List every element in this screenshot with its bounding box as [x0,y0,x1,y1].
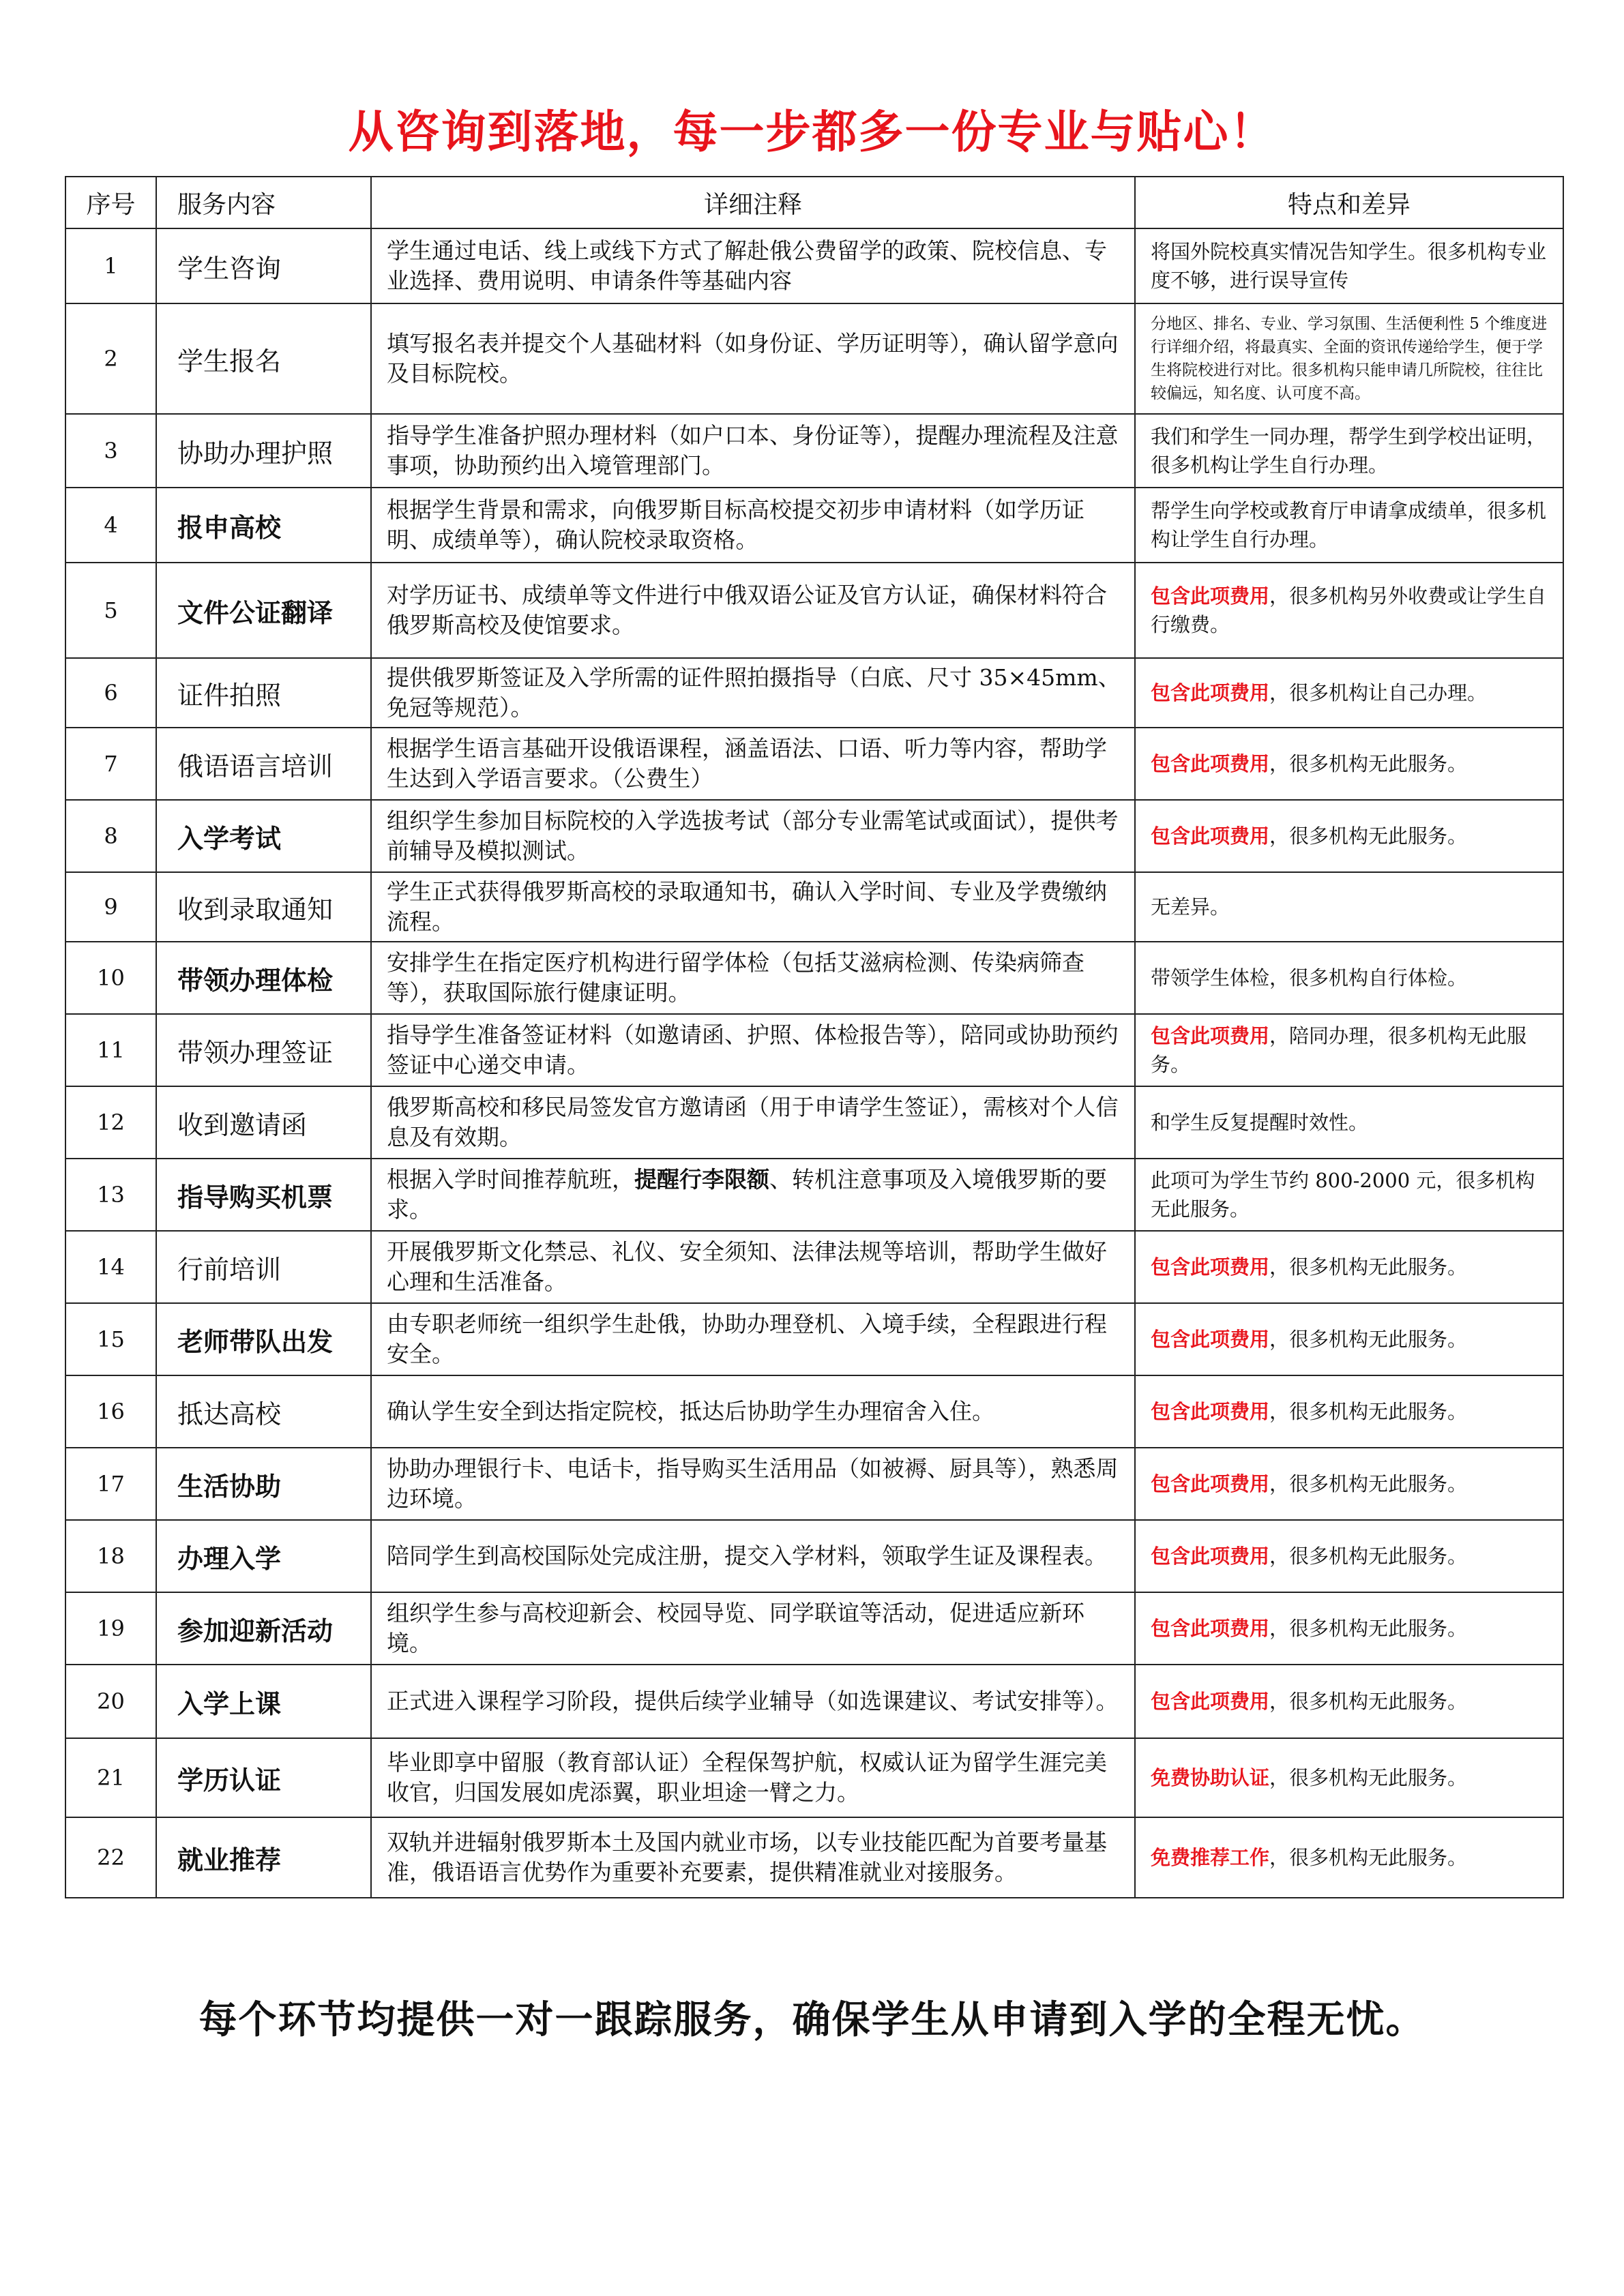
detail-cell [371,728,1135,800]
services-table [65,176,1564,1898]
detail-text: 由专职老师统一组织学生赴俄，协助办理登机、入境手续，全程跟进行程安全。 [387,1311,1107,1367]
detail-text: 根据学生语言基础开设俄语课程，涵盖语法、口语、听力等内容，帮助学生达到入学语言要求。（公费生） [387,735,1107,792]
row-number: 4 [65,488,156,563]
row-number: 20 [65,1665,156,1738]
detail-cell [371,1520,1135,1592]
table-row [65,1159,1563,1231]
feature-cell [1135,303,1563,414]
table-row [65,563,1563,658]
detail-text-pre: 根据入学时间推荐航班， [387,1166,634,1193]
feature-text: ，陪同办理，很多机构无此服务。 [1151,1024,1527,1076]
service-name: 入学考试 [156,800,371,872]
feature-cell [1135,1159,1563,1231]
feature-cell [1135,563,1563,658]
detail-cell [371,1738,1135,1817]
service-name: 抵达高校 [156,1375,371,1448]
feature-highlight: 包含此项费用 [1151,1545,1270,1568]
detail-text: 学生正式获得俄罗斯高校的录取通知书，确认入学时间、专业及学费缴纳流程。 [387,878,1107,935]
feature-cell [1135,872,1563,942]
feature-text: 帮学生向学校或教育厅申请拿成绩单，很多机构让学生自行办理。 [1151,499,1547,551]
table-row [65,1303,1563,1375]
table-row [65,872,1563,942]
table-row [65,658,1563,728]
table-row [65,942,1563,1014]
row-number: 12 [65,1086,156,1159]
feature-text: ，很多机构无此服务。 [1269,1846,1468,1869]
detail-cell [371,1448,1135,1520]
service-name: 学生报名 [156,303,371,414]
detail-cell [371,942,1135,1014]
detail-text: 组织学生参加目标院校的入学选拔考试（部分专业需笔试或面试），提供考前辅导及模拟测试。 [387,807,1119,864]
detail-cell [371,1014,1135,1086]
detail-text: 确认学生安全到达指定院校，抵达后协助学生办理宿舍入住。 [387,1398,994,1425]
detail-text: 双轨并进辐射俄罗斯本土及国内就业市场，以专业技能匹配为首要考量基准，俄语语言优势作为重要补充要素，提供精准就业对接服务。 [387,1829,1107,1885]
detail-cell [371,1159,1135,1231]
service-name: 指导购买机票 [156,1159,371,1231]
feature-highlight: 免费协助认证 [1151,1766,1270,1789]
service-name: 证件拍照 [156,658,371,728]
detail-text-emphasis: 提醒行李限额 [634,1166,769,1193]
service-name: 老师带队出发 [156,1303,371,1375]
detail-text: 提供俄罗斯签证及入学所需的证件照拍摄指导（白底、尺寸 35×45mm、免冠等规范）。 [387,664,1121,721]
table-row [65,1738,1563,1817]
detail-cell [371,1592,1135,1665]
feature-text: ，很多机构无此服务。 [1269,1328,1468,1351]
detail-text: 开展俄罗斯文化禁忌、礼仪、安全须知、法律法规等培训，帮助学生做好心理和生活准备。 [387,1238,1107,1295]
feature-cell [1135,1375,1563,1448]
service-name: 就业推荐 [156,1817,371,1898]
feature-cell [1135,1303,1563,1375]
detail-cell [371,658,1135,728]
feature-highlight: 包含此项费用 [1151,1400,1270,1423]
row-number: 13 [65,1159,156,1231]
feature-cell [1135,414,1563,488]
detail-cell [371,800,1135,872]
header-service: 服务内容 [156,177,371,228]
service-name: 学历认证 [156,1738,371,1817]
feature-highlight: 包含此项费用 [1151,1255,1270,1279]
row-number: 7 [65,728,156,800]
service-name: 参加迎新活动 [156,1592,371,1665]
detail-text: 指导学生准备签证材料（如邀请函、护照、体检报告等），陪同或协助预约签证中心递交申请。 [387,1022,1119,1078]
row-number: 16 [65,1375,156,1448]
service-name: 文件公证翻译 [156,563,371,658]
detail-cell [371,1817,1135,1898]
feature-cell [1135,728,1563,800]
feature-highlight: 包含此项费用 [1151,584,1270,608]
row-number: 11 [65,1014,156,1086]
detail-cell [371,1086,1135,1159]
feature-text: 此项可为学生节约 800-2000 元，很多机构无此服务。 [1151,1169,1535,1221]
detail-cell [371,563,1135,658]
service-name: 报申高校 [156,488,371,563]
service-name: 带领办理签证 [156,1014,371,1086]
header-detail: 详细注释 [371,177,1135,228]
row-number: 18 [65,1520,156,1592]
service-name: 协助办理护照 [156,414,371,488]
feature-cell [1135,800,1563,872]
header-feature: 特点和差异 [1135,177,1563,228]
detail-text: 填写报名表并提交个人基础材料（如身份证、学历证明等），确认留学意向及目标院校。 [387,330,1119,387]
service-name: 俄语语言培训 [156,728,371,800]
feature-text: 分地区、排名、专业、学习氛围、生活便利性 5 个维度进行详细介绍，将最真实、全面的资讯传递给学生，便于学生将院校进行对比。很多机构只能申请几所院校，往往比较偏远，知名度、认可度不高。 [1151,315,1548,402]
table-row [65,1086,1563,1159]
row-number: 19 [65,1592,156,1665]
feature-text: ，很多机构无此服务。 [1269,1690,1468,1713]
detail-text: 指导学生准备护照办理材料（如户口本、身份证等），提醒办理流程及注意事项，协助预约出入境管理部门。 [387,422,1119,479]
table-row [65,228,1563,303]
row-number: 14 [65,1231,156,1303]
row-number: 8 [65,800,156,872]
feature-cell [1135,1520,1563,1592]
service-name: 学生咨询 [156,228,371,303]
detail-cell [371,1375,1135,1448]
detail-cell [371,414,1135,488]
detail-text: 协助办理银行卡、电话卡，指导购买生活用品（如被褥、厨具等），熟悉周边环境。 [387,1455,1119,1512]
table-row [65,414,1563,488]
table-header-row [65,177,1563,228]
row-number: 3 [65,414,156,488]
row-number: 22 [65,1817,156,1898]
page-title: 从咨询到落地，每一步都多一份专业与贴心！ [348,105,1276,158]
feature-text: 将国外院校真实情况告知学生。很多机构专业度不够，进行误导宣传 [1151,240,1547,292]
table-body [65,228,1563,1898]
detail-cell [371,303,1135,414]
table-row [65,488,1563,563]
feature-text: 无差异。 [1151,895,1230,919]
feature-highlight: 包含此项费用 [1151,1690,1270,1713]
feature-cell [1135,1448,1563,1520]
table-row [65,1231,1563,1303]
feature-text: ，很多机构无此服务。 [1269,1472,1468,1495]
detail-text: 俄罗斯高校和移民局签发官方邀请函（用于申请学生签证），需核对个人信息及有效期。 [387,1094,1119,1150]
feature-text: 我们和学生一同办理，帮学生到学校出证明，很多机构让学生自行办理。 [1151,425,1547,477]
feature-cell [1135,488,1563,563]
header-no: 序号 [65,177,156,228]
feature-cell [1135,1086,1563,1159]
feature-highlight: 包含此项费用 [1151,1024,1270,1047]
feature-highlight: 包含此项费用 [1151,681,1270,704]
feature-cell [1135,1665,1563,1738]
feature-cell [1135,1738,1563,1817]
service-name: 带领办理体检 [156,942,371,1014]
feature-cell [1135,942,1563,1014]
feature-cell [1135,658,1563,728]
feature-text: ，很多机构无此服务。 [1269,824,1468,848]
table-row [65,303,1563,414]
feature-text: ，很多机构无此服务。 [1269,1400,1468,1423]
feature-text: ，很多机构无此服务。 [1269,1617,1468,1640]
table-row [65,1817,1563,1898]
detail-cell [371,872,1135,942]
detail-text: 组织学生参与高校迎新会、校园导览、同学联谊等活动，促进适应新环境。 [387,1600,1084,1656]
service-name: 收到录取通知 [156,872,371,942]
row-number: 6 [65,658,156,728]
row-number: 15 [65,1303,156,1375]
row-number: 10 [65,942,156,1014]
feature-cell [1135,1817,1563,1898]
feature-text: ，很多机构另外收费或让学生自行缴费。 [1151,584,1547,636]
service-name: 行前培训 [156,1231,371,1303]
table-row [65,1520,1563,1592]
row-number: 1 [65,228,156,303]
detail-cell [371,1665,1135,1738]
feature-cell [1135,1231,1563,1303]
table-row [65,1375,1563,1448]
feature-text: 带领学生体检，很多机构自行体检。 [1151,966,1468,989]
detail-text: 毕业即享中留服（教育部认证）全程保驾护航，权威认证为留学生涯完美收官，归国发展如虎添翼，职业坦途一臂之力。 [387,1749,1107,1806]
service-name: 收到邀请函 [156,1086,371,1159]
detail-text: 正式进入课程学习阶段，提供后续学业辅导（如选课建议、考试安排等）。 [387,1688,1119,1714]
service-name: 办理入学 [156,1520,371,1592]
table-row [65,1592,1563,1665]
detail-text: 、转机注意事项及入境俄罗斯的要求。 [387,1166,1107,1223]
footer-note: 每个环节均提供一对一跟踪服务，确保学生从申请到入学的全程无忧。 [198,1997,1426,2042]
table-row [65,800,1563,872]
feature-highlight: 包含此项费用 [1151,1328,1270,1351]
feature-text: ，很多机构无此服务。 [1269,1766,1468,1789]
table-row [65,728,1563,800]
feature-cell [1135,1014,1563,1086]
table-row [65,1448,1563,1520]
detail-text: 根据学生背景和需求，向俄罗斯目标高校提交初步申请材料（如学历证明、成绩单等），确认院校录取资格。 [387,496,1084,553]
feature-cell [1135,228,1563,303]
row-number: 17 [65,1448,156,1520]
detail-text: 学生通过电话、线上或线下方式了解赴俄公费留学的政策、院校信息、专业选择、费用说明、申请条件等基础内容 [387,237,1107,294]
detail-cell [371,1303,1135,1375]
feature-text: 和学生反复提醒时效性。 [1151,1111,1369,1134]
table-row [65,1014,1563,1086]
row-number: 21 [65,1738,156,1817]
detail-text: 陪同学生到高校国际处完成注册，提交入学材料，领取学生证及课程表。 [387,1542,1107,1569]
feature-text: ，很多机构无此服务。 [1269,1545,1468,1568]
detail-text: 对学历证书、成绩单等文件进行中俄双语公证及官方认证，确保材料符合俄罗斯高校及使馆要求。 [387,582,1107,638]
feature-text: ，很多机构无此服务。 [1269,1255,1468,1279]
detail-cell [371,1231,1135,1303]
feature-highlight: 包含此项费用 [1151,1472,1270,1495]
row-number: 5 [65,563,156,658]
row-number: 2 [65,303,156,414]
table-row [65,1665,1563,1738]
feature-cell [1135,1592,1563,1665]
service-name: 生活协助 [156,1448,371,1520]
feature-text: ，很多机构无此服务。 [1269,752,1468,775]
feature-highlight: 包含此项费用 [1151,1617,1270,1640]
feature-highlight: 免费推荐工作 [1151,1846,1270,1869]
detail-text: 安排学生在指定医疗机构进行留学体检（包括艾滋病检测、传染病筛查等），获取国际旅行健康证明。 [387,949,1084,1006]
row-number: 9 [65,872,156,942]
feature-text: ，很多机构让自己办理。 [1269,681,1488,704]
feature-highlight: 包含此项费用 [1151,824,1270,848]
detail-cell [371,228,1135,303]
service-name: 入学上课 [156,1665,371,1738]
feature-highlight: 包含此项费用 [1151,752,1270,775]
detail-cell [371,488,1135,563]
